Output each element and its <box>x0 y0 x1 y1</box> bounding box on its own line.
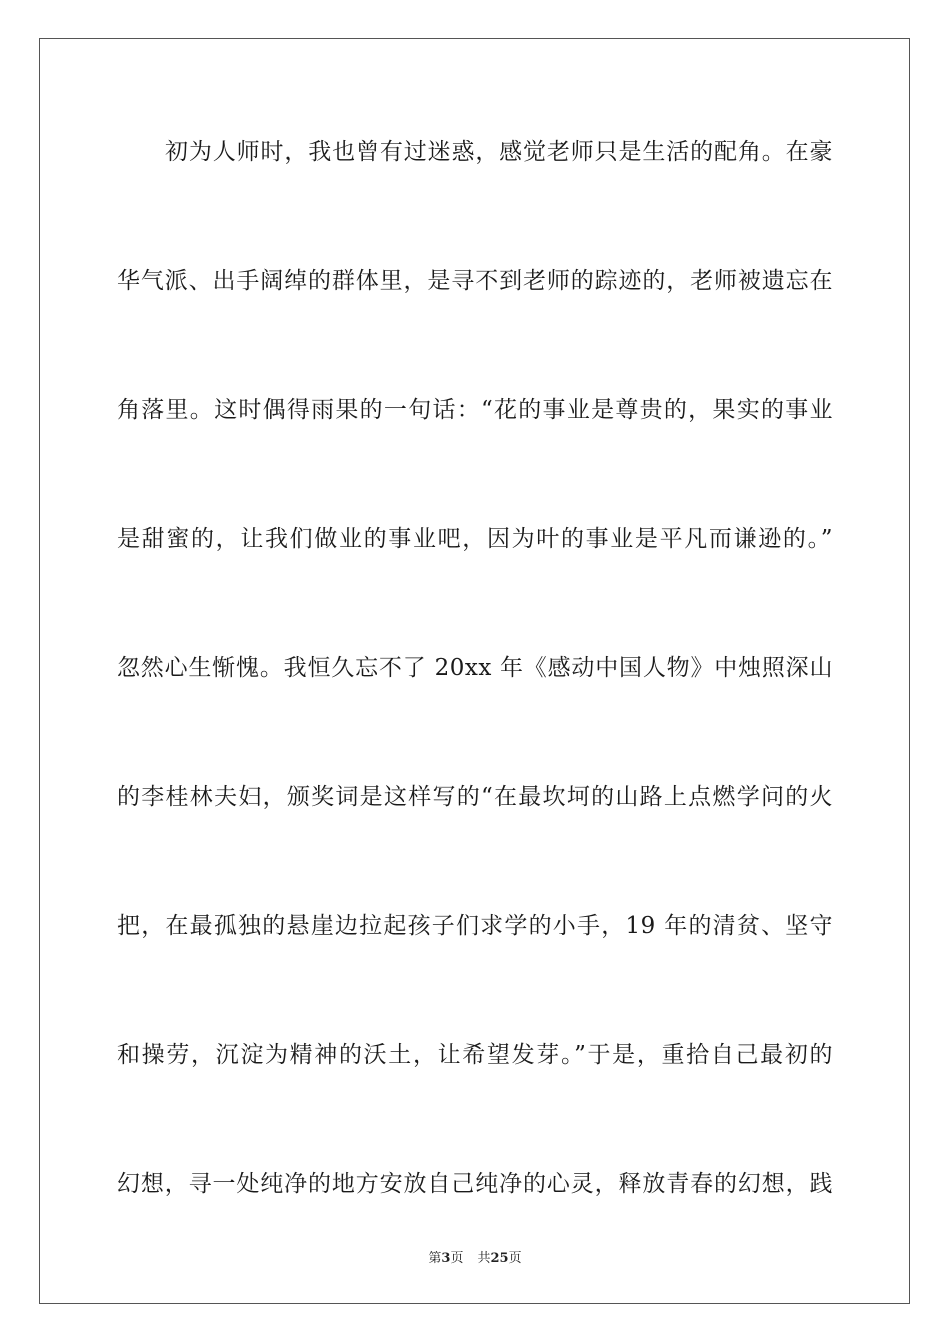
body-text <box>117 120 833 1281</box>
total-pages: 25 <box>490 1251 509 1266</box>
text-line-9: 幻想，寻一处纯净的地方安放自己纯净的心灵，释放青春的幻想，践 <box>117 1171 833 1197</box>
text-line-7: 把，在最孤独的悬崖边拉起孩子们求学的小手，19 年的清贫、坚守 <box>117 913 833 939</box>
page-prefix: 第 <box>428 1251 442 1266</box>
page-suffix: 页 <box>450 1251 464 1266</box>
text-line-5: 忽然心生惭愧。我恒久忘不了 20xx 年《感动中国人物》中烛照深山 <box>117 655 833 681</box>
text-line-4: 是甜蜜的，让我们做业的事业吧，因为叶的事业是平凡而谦逊的。” <box>117 526 833 552</box>
text-line-3: 角落里。这时偶得雨果的一句话：“花的事业是尊贵的，果实的事业 <box>117 397 833 423</box>
total-suffix: 页 <box>508 1251 522 1266</box>
page-footer <box>0 1247 950 1266</box>
text-line-6: 的李桂林夫妇，颁奖词是这样写的“在最坎坷的山路上点燃学问的火 <box>117 784 833 810</box>
text-line-8: 和操劳，沉淀为精神的沃土，让希望发芽。”于是，重拾自己最初的 <box>117 1042 833 1068</box>
page-number: 3 <box>441 1251 451 1266</box>
total-prefix: 共 <box>477 1251 491 1266</box>
text-line-2: 华气派、出手阔绰的群体里，是寻不到老师的踪迹的，老师被遗忘在 <box>117 268 833 294</box>
text-line-1: 初为人师时，我也曾有过迷惑，感觉老师只是生活的配角。在豪 <box>165 139 833 165</box>
